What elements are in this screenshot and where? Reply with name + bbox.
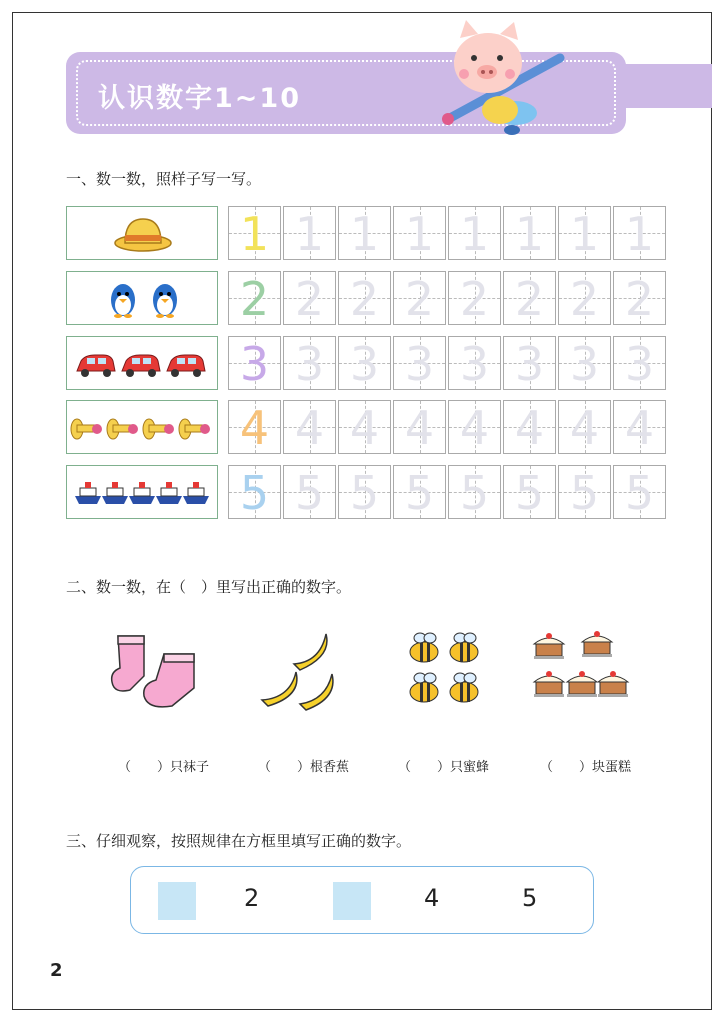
trace-digit: 1	[404, 207, 435, 261]
picture-box-1	[66, 206, 218, 260]
tracing-cell[interactable]	[283, 465, 336, 519]
tracing-cell[interactable]	[558, 206, 611, 260]
sample-digit-cell	[228, 336, 281, 390]
trace-digit: 5	[294, 466, 325, 520]
picture-box-4	[66, 400, 218, 454]
socks-icon	[104, 628, 204, 714]
trace-digit: 1	[294, 207, 325, 261]
tracing-cell[interactable]	[283, 336, 336, 390]
tracing-cell[interactable]	[613, 336, 666, 390]
tracing-cell[interactable]	[393, 465, 446, 519]
sample-digit-cell	[228, 271, 281, 325]
tracing-cell[interactable]	[558, 465, 611, 519]
tracing-row-3	[228, 336, 668, 390]
trace-digit: 4	[404, 401, 435, 455]
trace-digit: 1	[349, 207, 380, 261]
picture-box-2	[66, 271, 218, 325]
tracing-cell[interactable]	[558, 400, 611, 454]
car-icon	[67, 337, 219, 391]
sequence-number-2: 2	[244, 884, 260, 912]
trace-digit: 4	[514, 401, 545, 455]
count-label-cakes: （ ）块蛋糕	[540, 760, 632, 775]
trace-digit: 5	[459, 466, 490, 520]
tracing-cell[interactable]	[448, 465, 501, 519]
tracing-row-2	[228, 271, 668, 325]
trace-digit: 3	[459, 337, 490, 391]
blank-answer-box-1[interactable]	[158, 882, 196, 920]
tracing-cell[interactable]	[613, 400, 666, 454]
tracing-cell[interactable]	[283, 400, 336, 454]
trace-digit: 2	[294, 272, 325, 326]
trace-digit: 4	[459, 401, 490, 455]
trace-digit: 1	[569, 207, 600, 261]
tracing-row-5	[228, 465, 668, 519]
sequence-number-5: 5	[522, 884, 538, 912]
trace-digit: 5	[404, 466, 435, 520]
trace-digit: 2	[404, 272, 435, 326]
cake-icon	[532, 630, 632, 704]
tracing-cell[interactable]	[448, 271, 501, 325]
sample-digit: 5	[239, 466, 270, 520]
tracing-cell[interactable]	[283, 271, 336, 325]
count-label-bananas: （ ）根香蕉	[258, 760, 350, 775]
bee-icon	[404, 628, 488, 712]
picture-box-5	[66, 465, 218, 519]
penguin-icon	[67, 272, 219, 326]
trace-digit: 3	[624, 337, 655, 391]
sample-digit-cell	[228, 465, 281, 519]
section-2-title: 二、数一数，在（ ）里写出正确的数字。	[66, 578, 352, 596]
page-title: 认识数字1~10	[98, 83, 301, 114]
section-3-title: 三、仔细观察，按照规律在方框里填写正确的数字。	[66, 832, 412, 850]
tracing-row-1	[228, 206, 668, 260]
tracing-cell[interactable]	[393, 336, 446, 390]
picture-box-3	[66, 336, 218, 390]
sample-digit: 2	[239, 272, 270, 326]
trace-digit: 1	[624, 207, 655, 261]
trace-digit: 4	[569, 401, 600, 455]
tracing-cell[interactable]	[503, 400, 556, 454]
tracing-cell[interactable]	[503, 465, 556, 519]
count-label-socks: （ ）只袜子	[118, 760, 210, 775]
sample-digit: 1	[239, 207, 270, 261]
tracing-cell[interactable]	[503, 271, 556, 325]
trace-digit: 3	[294, 337, 325, 391]
tracing-cell[interactable]	[338, 336, 391, 390]
tracing-cell[interactable]	[503, 206, 556, 260]
sequence-number-4: 4	[424, 884, 440, 912]
trace-digit: 3	[514, 337, 545, 391]
trace-digit: 5	[569, 466, 600, 520]
trace-digit: 5	[624, 466, 655, 520]
trumpet-icon	[67, 401, 219, 455]
hat-icon	[67, 207, 219, 261]
sample-digit-cell	[228, 206, 281, 260]
tracing-cell[interactable]	[338, 465, 391, 519]
trace-digit: 2	[514, 272, 545, 326]
pig-mascot-icon	[440, 18, 570, 138]
tracing-cell[interactable]	[448, 336, 501, 390]
tracing-cell[interactable]	[613, 271, 666, 325]
ship-icon	[67, 466, 219, 520]
trace-digit: 3	[349, 337, 380, 391]
page-number: 2	[50, 960, 63, 981]
sample-digit-cell	[228, 400, 281, 454]
banana-icon	[256, 626, 346, 714]
tracing-cell[interactable]	[503, 336, 556, 390]
trace-digit: 2	[349, 272, 380, 326]
tracing-cell[interactable]	[613, 206, 666, 260]
tracing-cell[interactable]	[338, 206, 391, 260]
tracing-cell[interactable]	[393, 206, 446, 260]
trace-digit: 4	[294, 401, 325, 455]
trace-digit: 2	[459, 272, 490, 326]
trace-digit: 1	[459, 207, 490, 261]
tracing-cell[interactable]	[283, 206, 336, 260]
tracing-cell[interactable]	[338, 400, 391, 454]
tracing-cell[interactable]	[558, 271, 611, 325]
tracing-cell[interactable]	[393, 400, 446, 454]
trace-digit: 5	[514, 466, 545, 520]
trace-digit: 2	[624, 272, 655, 326]
trace-digit: 5	[349, 466, 380, 520]
tracing-cell[interactable]	[558, 336, 611, 390]
sample-digit: 3	[239, 337, 270, 391]
tracing-cell[interactable]	[613, 465, 666, 519]
sample-digit: 4	[239, 401, 270, 455]
tracing-cell[interactable]	[393, 271, 446, 325]
trace-digit: 3	[404, 337, 435, 391]
count-label-bees: （ ）只蜜蜂	[398, 760, 490, 775]
tracing-cell[interactable]	[448, 206, 501, 260]
trace-digit: 4	[349, 401, 380, 455]
trace-digit: 1	[514, 207, 545, 261]
tracing-cell[interactable]	[338, 271, 391, 325]
section-1-title: 一、数一数，照样子写一写。	[66, 170, 262, 188]
trace-digit: 2	[569, 272, 600, 326]
tracing-row-4	[228, 400, 668, 454]
trace-digit: 4	[624, 401, 655, 455]
blank-answer-box-2[interactable]	[333, 882, 371, 920]
trace-digit: 3	[569, 337, 600, 391]
tracing-cell[interactable]	[448, 400, 501, 454]
